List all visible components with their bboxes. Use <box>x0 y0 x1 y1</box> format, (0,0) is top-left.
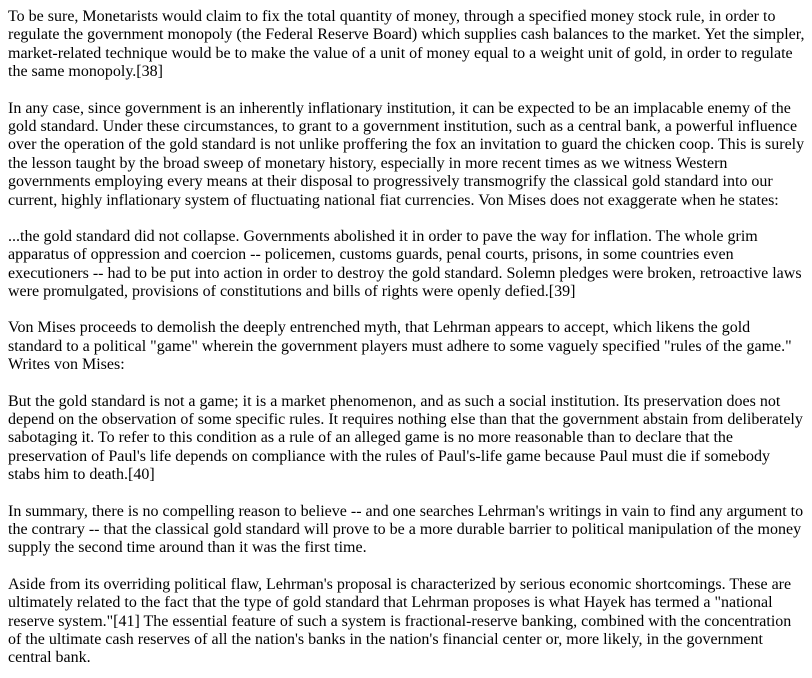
paragraph-inflationary-institution: In any case, since government is an inherently inflationary institution, it can be expected to be an implacable enemy of the gold standard. Under these circumstances, to grant to a government institution, such as a central bank, a powerful influence over the operation of the gold standard is not unlike proffering the fox an invitation to guard the chicken coop. This is surely the lesson taught by the broad sweep of monetary history, especially in more recent times as we witness Western governments employing every means at their disposal to progressively transmogrify the classical gold standard into our current, highly inflationary system of fluctuating national fiat currencies. Von Mises does not exaggerate when he states: <box>8 99 805 209</box>
quote-gold-standard-collapse: ...the gold standard did not collapse. Governments abolished it in order to pave the way for inflation. The whole grim apparatus of oppression and coercion -- policemen, customs guards, penal courts, prisons, in some countries even executioners -- had to be put into action in order to destroy the gold standard. Solemn pledges were broken, retroactive laws were promulgated, provisions of constitutions and bills of rights were openly defied.[39] <box>8 227 802 301</box>
paragraph-monetarists: To be sure, Monetarists would claim to fix the total quantity of money, through a specified money stock rule, in order to regulate the government monopoly (the Federal Reserve Board) which supplies cash balances to the market. Yet the simpler, market-related technique would be to make the value of a unit of money equal to a weight unit of gold, in order to regulate the same monopoly.[38] <box>8 8 805 81</box>
paragraph-economic-shortcomings: Aside from its overriding political flaw, Lehrman's proposal is characterized by serious economic shortcomings. These are ultimately related to the fact that the type of gold standard that Lehrman proposes is what Hayek has termed a "national reserve system."[41] The essential feature of such a system is fractional-reserve banking, combined with the concentration of the ultimate cash reserves of all the nation's banks in the nation's financial center or, more likely, in the government central bank. <box>8 575 792 667</box>
quote-gold-standard-not-a-game: But the gold standard is not a game; it is a market phenomenon, and as such a social institution. Its preservation does not depend on the observation of some specific rules. It requires nothing else than that the government abstain from deliberately sabotaging it. To refer to this condition as a rule of an alleged game is no more reasonable than to declare that the preservation of Paul's life depends on compliance with the rules of Paul's-life game because Paul must die if somebody stabs him to death.[40] <box>8 392 803 484</box>
paragraph-in-summary: In summary, there is no compelling reason to believe -- and one searches Lehrman's writings in vain to find any argument to the contrary -- that the classical gold standard will prove to be a more durable barrier to political manipulation of the money supply the second time around than it was the first time. <box>8 502 804 557</box>
paragraph-von-mises-myth: Von Mises proceeds to demolish the deeply entrenched myth, that Lehrman appears to accept, which likens the gold standard to a political "game" wherein the government players must adhere to some vaguely specified "rules of the game." Writes von Mises: <box>8 319 792 374</box>
